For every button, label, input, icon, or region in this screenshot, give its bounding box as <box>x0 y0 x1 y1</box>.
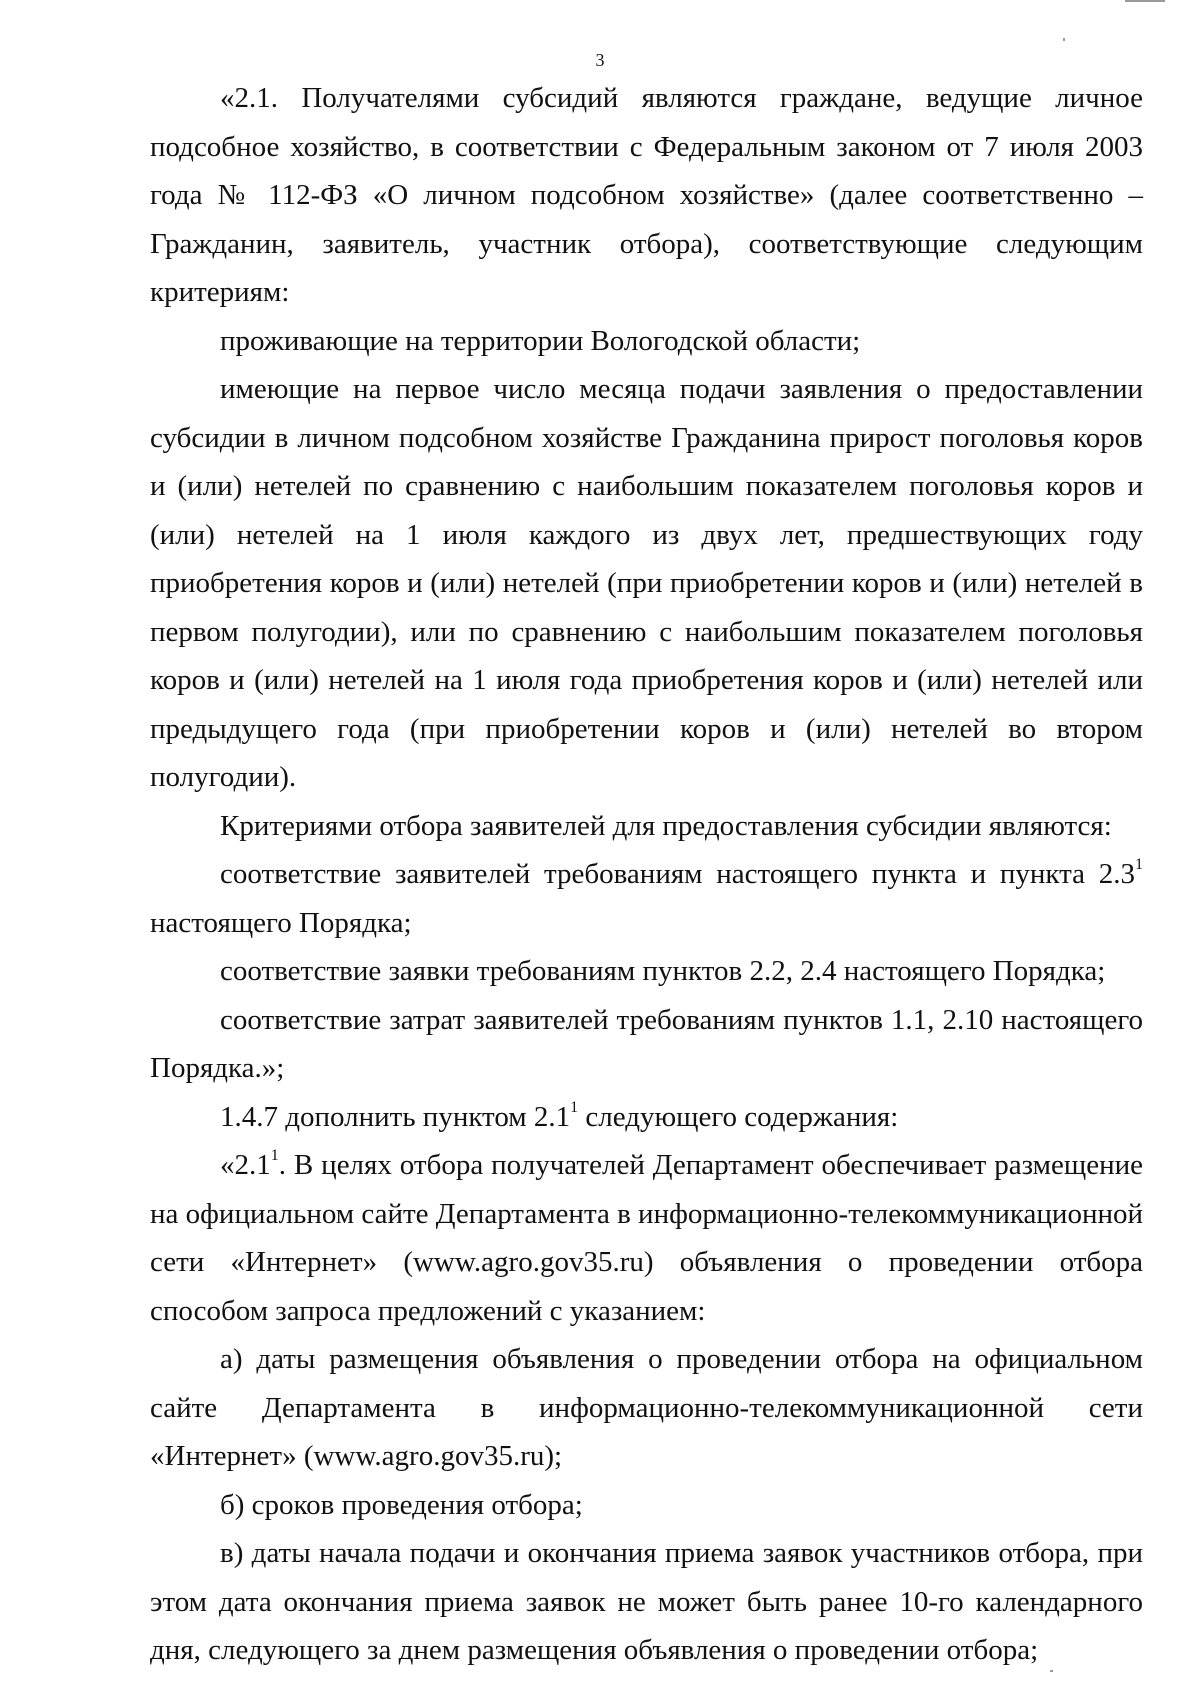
paragraph-criterion-livestock: имеющие на первое число месяца подачи заявления о предоставлении субсидии в личном подсобном хозяйстве Гражданина прирост поголовья коров и (или) нетелей по сравнению с наибольшим показателем поголовья коров и (или) нетелей на 1 июля каждого из двух лет, предшествующих году приобретения коров и (или) нетелей (при приобретении коров и (или) нетелей в первом полугодии), или по сравнению с наибольшим показателем поголовья коров и (или) нетелей на 1 июля года приобретения коров и (или) нетелей или предыдущего года (при приобретении коров и (или) нетелей во втором полугодии). <box>150 373 1143 793</box>
superscript: 1 <box>1135 856 1143 873</box>
scan-artifact <box>1125 0 1165 2</box>
paragraph-selection-criteria: Критериями отбора заявителей для предоставления субсидии являются: <box>220 809 1112 842</box>
paragraph-2-1-1 <box>150 1141 1143 1335</box>
superscript: 1 <box>570 1098 579 1116</box>
paragraph-text: следующего содержания: <box>578 1100 899 1133</box>
paragraph-item-v: в) даты начала подачи и окончания приема заявок участников отбора, при этом дата окончания приема заявок не может быть ранее 10-го календарного дня, следующего за днем размещения объявления о проведении отбора; <box>150 1537 1143 1666</box>
scan-artifact <box>1050 1670 1053 1672</box>
paragraph-amendment-1-4-7 <box>150 1093 1143 1142</box>
paragraph-item-a: а) даты размещения объявления о проведении отбора на официальном сайте Департамента в информационно-телекоммуникационной сети «Интернет» (www.agro.gov35.ru); <box>150 1343 1143 1472</box>
paragraph-text: . В целях отбора получателей Департамент обеспечивает размещение на официальном сайте Департамента в информационно-телекоммуникационной сети «Интернет» (www.agro.gov35.ru) объявления о проведении отбора способом запроса предложений с указанием: <box>150 1149 1144 1327</box>
paragraph-text: настоящего Порядка; <box>150 906 412 939</box>
paragraph-criterion-application: соответствие заявки требованиям пунктов 2.2, 2.4 настоящего Порядка; <box>220 955 1106 987</box>
paragraph-criterion-residence: проживающие на территории Вологодской области; <box>220 324 861 357</box>
scan-artifact <box>1063 38 1065 41</box>
superscript: 1 <box>270 1147 279 1164</box>
paragraph-text: соответствие заявителей требованиям настоящего пункта и пункта 2.3 <box>220 858 1135 890</box>
paragraph-item-b: б) сроков проведения отбора; <box>220 1488 583 1521</box>
paragraph-criterion-applicants <box>150 850 1143 947</box>
document-body <box>150 74 1143 1675</box>
paragraph-criterion-costs: соответствие затрат заявителей требованиям пунктов 1.1, 2.10 настоящего Порядка.»; <box>150 1003 1143 1084</box>
paragraph-text: 1.4.7 дополнить пунктом 2.1 <box>220 1100 571 1133</box>
paragraph-2-1: «2.1. Получателями субсидий являются граждане, ведущие личное подсобное хозяйство, в соответствии с Федеральным законом от 7 июля 2003 года № 112-ФЗ «О личном подсобном хозяйстве» (далее соответственно – Гражданин, заявитель, участник отбора), соответствующие следующим критериям: <box>150 82 1143 308</box>
paragraph-text: «2.1 <box>220 1149 271 1181</box>
page-number: 3 <box>595 50 605 70</box>
